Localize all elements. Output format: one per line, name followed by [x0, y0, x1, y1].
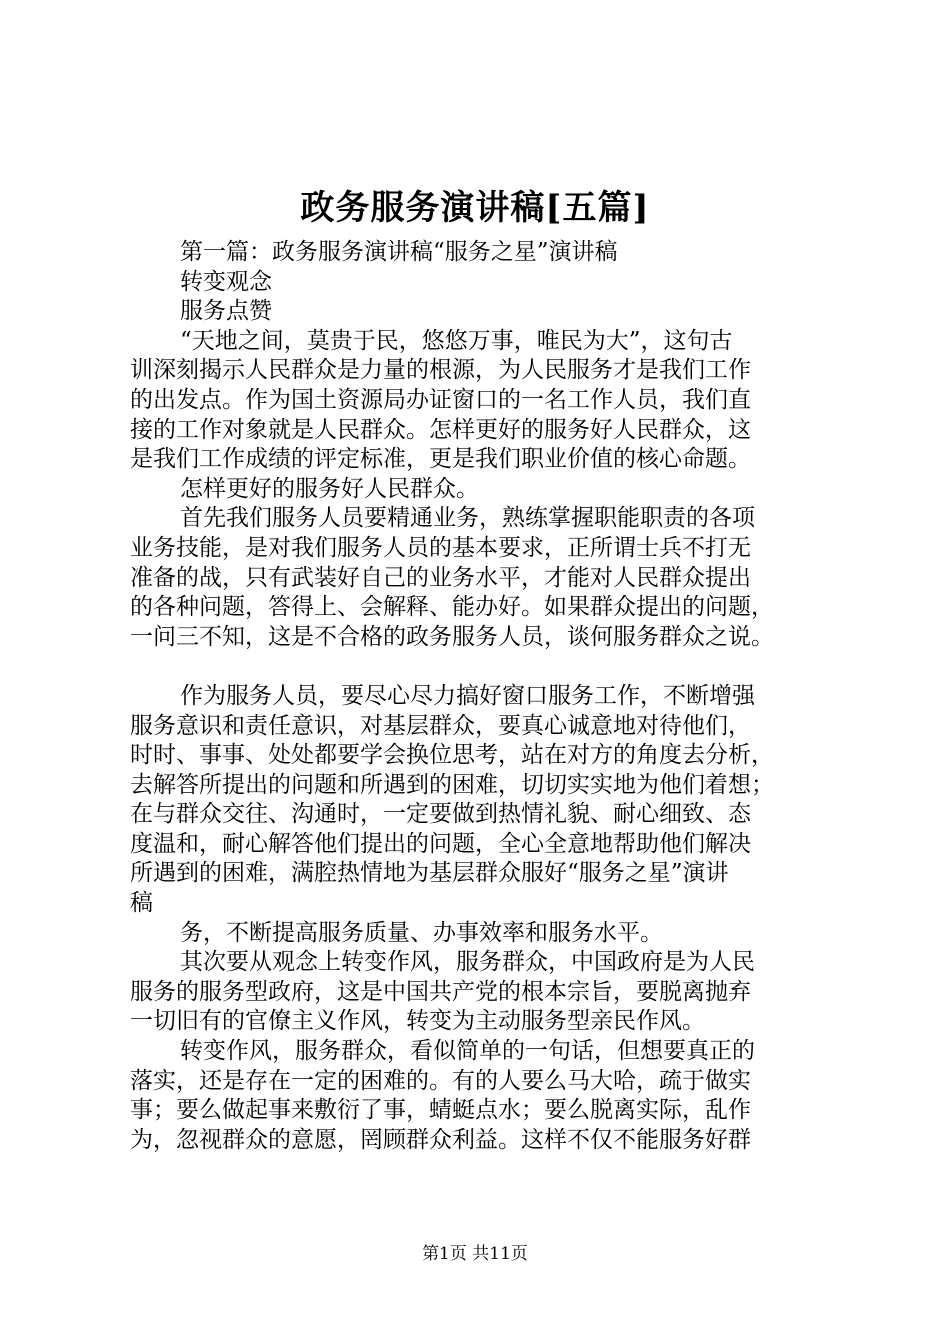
- document-title: 政务服务演讲稿[五篇]: [300, 188, 650, 228]
- text-line: 为，忽视群众的意愿，罔顾群众利益。这样不仅不能服务好群: [130, 1126, 751, 1153]
- text-line: 转变作风，服务群众，看似简单的一句话，但想要真正的: [180, 1038, 755, 1065]
- text-line: 一问三不知，这是不合格的政务服务人员，谈何服务群众之说。: [130, 623, 774, 650]
- text-line: 其次要从观念上转变作风，服务群众，中国政府是为人民: [180, 949, 755, 976]
- text-line: 准备的战，只有武装好自己的业务水平，才能对人民群众提出: [130, 564, 751, 591]
- text-line: 务，不断提高服务质量、办事效率和服务水平。: [180, 919, 663, 946]
- text-line: 是我们工作成绩的评定标准，更是我们职业价值的核心命题。: [130, 446, 751, 473]
- text-line: 事；要么做起事来敷衍了事，蜻蜓点水；要么脱离实际，乱作: [130, 1097, 751, 1124]
- text-line: 接的工作对象就是人民群众。怎样更好的服务好人民群众，这: [130, 416, 751, 443]
- text-line: 首先我们服务人员要精通业务，熟练掌握职能职责的各项: [180, 505, 755, 532]
- text-line: 去解答所提出的问题和所遇到的困难，切切实实地为他们着想；: [130, 771, 774, 798]
- text-line: 落实，还是存在一定的困难的。有的人要么马大哈，疏于做实: [130, 1067, 751, 1094]
- text-line: 在与群众交往、沟通时，一定要做到热情礼貌、耐心细致、态: [130, 801, 751, 828]
- text-line: 服务点赞: [180, 298, 272, 325]
- text-line: 的各种问题，答得上、会解释、能办好。如果群众提出的问题，: [130, 594, 774, 621]
- text-line: 的出发点。作为国土资源局办证窗口的一名工作人员，我们直: [130, 386, 751, 413]
- document-body: [130, 238, 830, 1155]
- text-line: 作为服务人员，要尽心尽力搞好窗口服务工作，不断增强: [180, 682, 755, 709]
- text-line: 转变观念: [180, 268, 272, 295]
- text-line: 所遇到的困难，满腔热情地为基层群众服好“服务之星”演讲: [130, 860, 729, 887]
- blank-line: [130, 652, 830, 682]
- text-line: 服务意识和责任意识，对基层群众，要真心诚意地对待他们，: [130, 712, 751, 739]
- text-line: 训深刻揭示人民群众是力量的根源，为人民服务才是我们工作: [130, 357, 751, 384]
- text-line: 度温和，耐心解答他们提出的问题，全心全意地帮助他们解决: [130, 830, 751, 857]
- text-line: “天地之间，莫贵于民，悠悠万事，唯民为大”，这句古: [180, 327, 733, 354]
- text-line: 怎样更好的服务好人民群众。: [180, 475, 479, 502]
- text-line: 时时、事事、处处都要学会换位思考，站在对方的角度去分析，: [130, 742, 774, 769]
- text-line: 一切旧有的官僚主义作风，转变为主动服务型亲民作风。: [130, 1008, 705, 1035]
- text-line: 第一篇：政务服务演讲稿“服务之星”演讲稿: [180, 239, 618, 265]
- text-line: 业务技能，是对我们服务人员的基本要求，正所谓士兵不打无: [130, 534, 751, 561]
- page-footer: 第1页 共11页: [422, 1244, 528, 1264]
- text-line: 稿: [130, 890, 153, 917]
- text-line: 服务的服务型政府，这是中国共产党的根本宗旨，要脱离抛弃: [130, 978, 751, 1005]
